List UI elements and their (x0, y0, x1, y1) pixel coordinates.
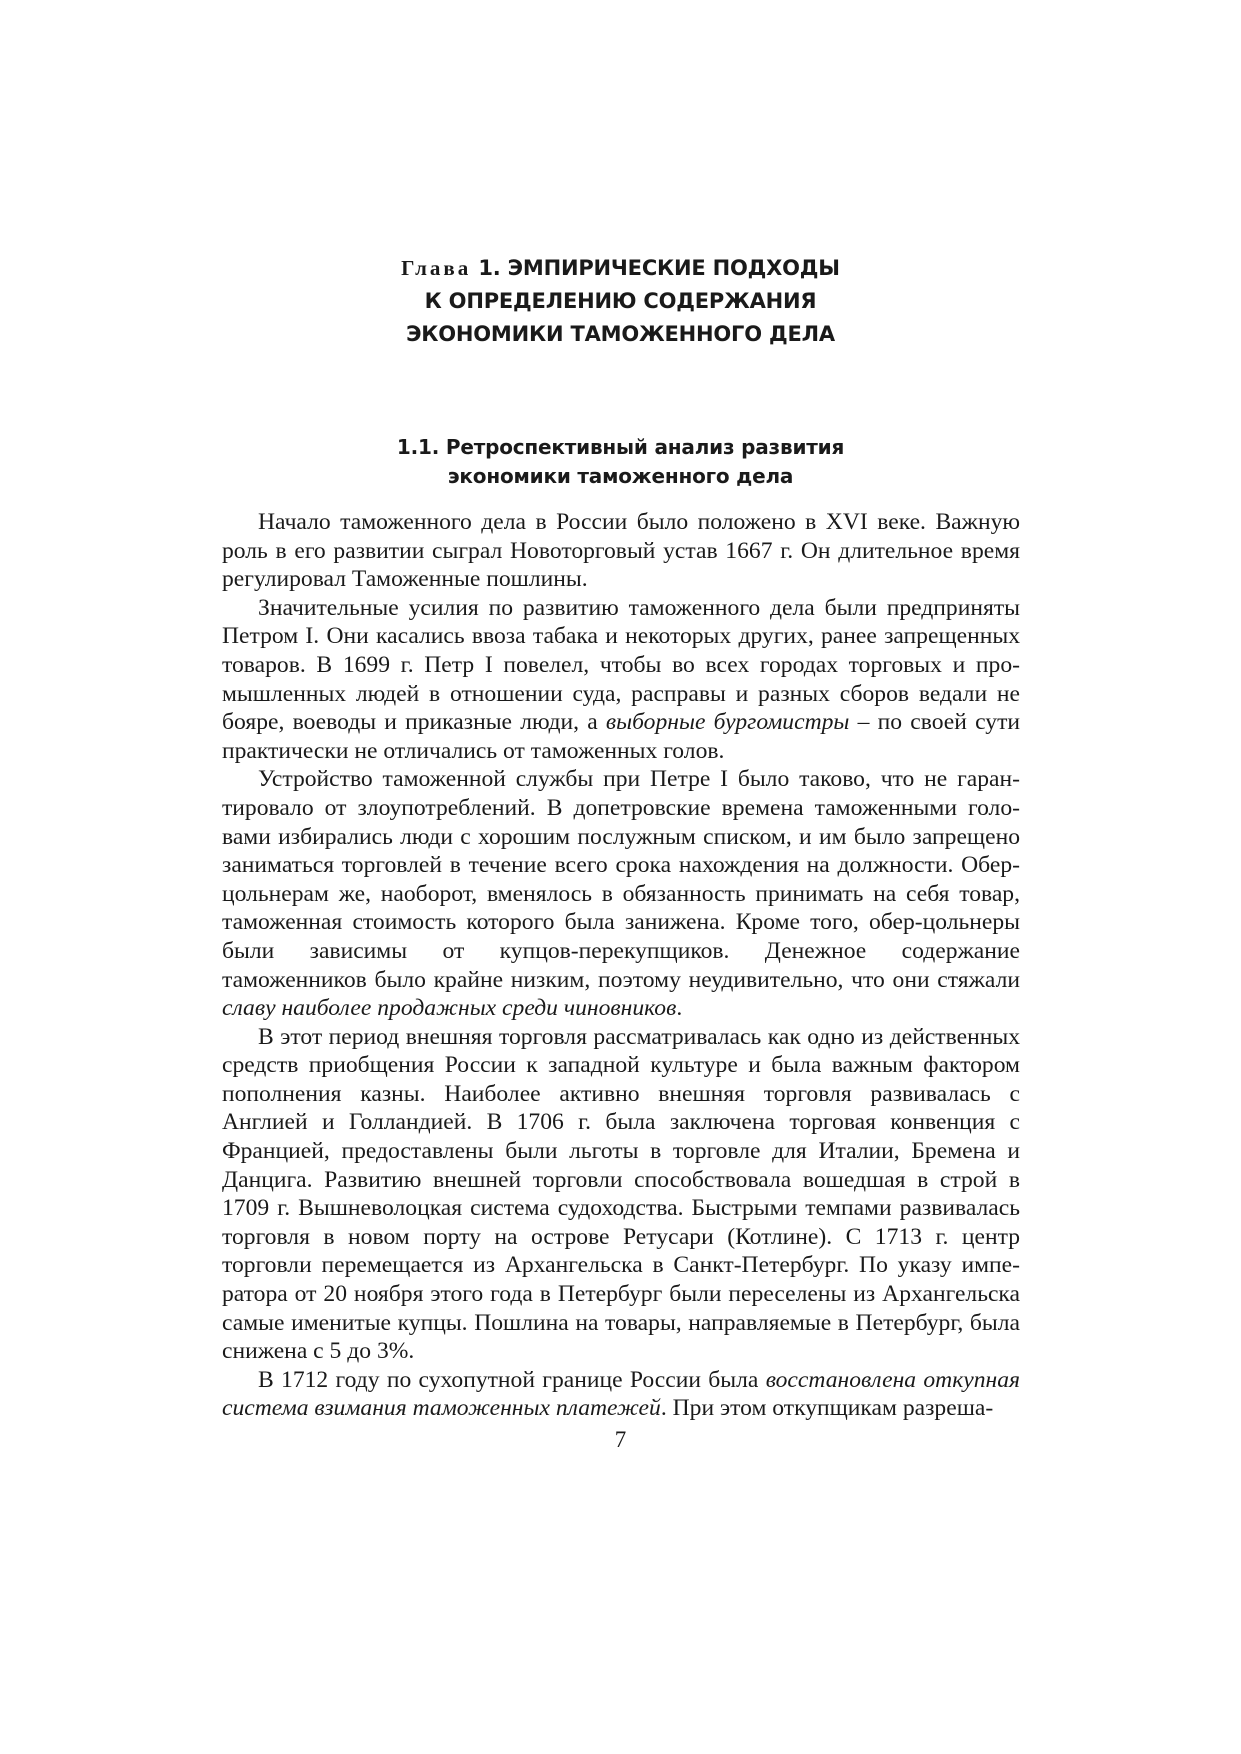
chapter-title-part-1: 1. ЭМПИРИЧЕСКИЕ ПОДХОДЫ (478, 256, 840, 280)
paragraph-3-text-b: . (676, 995, 683, 1022)
paragraph-1: Начало таможенного дела в России было положено в XVI веке. Важную роль в его развитии сыграл Новоторговый устав 1667 г. Он длительное время регулировал Таможенные пошлины. (222, 509, 1020, 593)
section-heading (0, 433, 1241, 491)
paragraph-3-italic: славу наиболее продажных среди чиновников (222, 995, 677, 1022)
chapter-heading-line-1 (0, 252, 1241, 285)
paragraph-3-text-a: Устройство таможенной службы при Петре I было таково, что не гарантировало от злоупотреблений. В допетровские времена таможенными головами избирались люди с хорошим послужным списком, и им было запрещено заниматься торговлей в течение всего срока нахождения на должности. Обер-цольнерам же, наоборот, вменялось в обязанность принимать на себя товар, таможенная стоимость которого была занижена. Кроме того, обер-цольнеры были зависимы от купцов-перекупщиков. Денежное содержание таможенников было крайне низким, поэтому неудивительно, что они стяжали (222, 766, 1020, 993)
paragraph-2-italic: выборные бургомистры (605, 709, 850, 736)
paragraph-3 (222, 765, 1020, 1022)
paragraph-5 (222, 1366, 1020, 1423)
paragraph-2-text-a: Значительные усилия по развитию таможенного дела были предприняты Петром I. Они касались ввоза табака и некоторых других, ранее запрещенных товаров. В 1699 г. Петр I повелел, чтобы во всех городах торговых и промышленных людей в отношении суда, расправы и разных сборов ведали не бояре, воеводы и приказные люди, а (222, 594, 1020, 736)
paragraph-4: В этот период внешняя торговля рассматривалась как одно из действенных средств приобщения России к западной культуре и была важным фактором пополнения казны. Наиболее активно внешняя торговля развивалась с Англией и Голландией. В 1706 г. была заключена торговая конвенция с Францией, предоставлены были льготы в торговле для Италии, Бремена и Данцига. Развитию внешней торговли способствовала вошедшая в строй в 1709 г. Вышневолоцкая система судоходства. Быстрыми темпами развивалась торговля в новом порту на острове Ретусари (Котлине). С 1713 г. центр торговли перемещается из Архангельска в Санкт-Петербург. По указу императора от 20 ноября этого года в Петербург были переселены из Архангельска самые именитые купцы. Пошлина на товары, направляемые в Петербург, была снижена с 5 до 3%. (222, 1023, 1020, 1365)
chapter-title-part-3: ЭКОНОМИКИ ТАМОЖЕННОГО ДЕЛА (406, 322, 835, 346)
chapter-label: Глава (401, 256, 472, 280)
paragraph-5-italic: восстановлена откупная система взимания таможенных платежей (222, 1366, 1020, 1422)
section-title-line-1: 1.1. Ретроспективный анализ развития (396, 435, 845, 459)
body-text (222, 508, 1020, 1423)
section-title-line-2: экономики таможенного дела (447, 464, 794, 488)
paragraph-5-text-a: В 1712 году по сухопутной границе России была (258, 1366, 766, 1393)
paragraph-5-text-b: . При этом откупщикам разреша- (660, 1395, 994, 1422)
chapter-title-part-2: К ОПРЕДЕЛЕНИЮ СОДЕРЖАНИЯ (424, 289, 817, 313)
paragraph-2 (222, 594, 1020, 766)
page-number: 7 (614, 1427, 627, 1452)
paragraph-2-text-b: – по своей сути практически не отличались от таможенных голов. (222, 709, 1021, 764)
chapter-heading (0, 252, 1241, 351)
